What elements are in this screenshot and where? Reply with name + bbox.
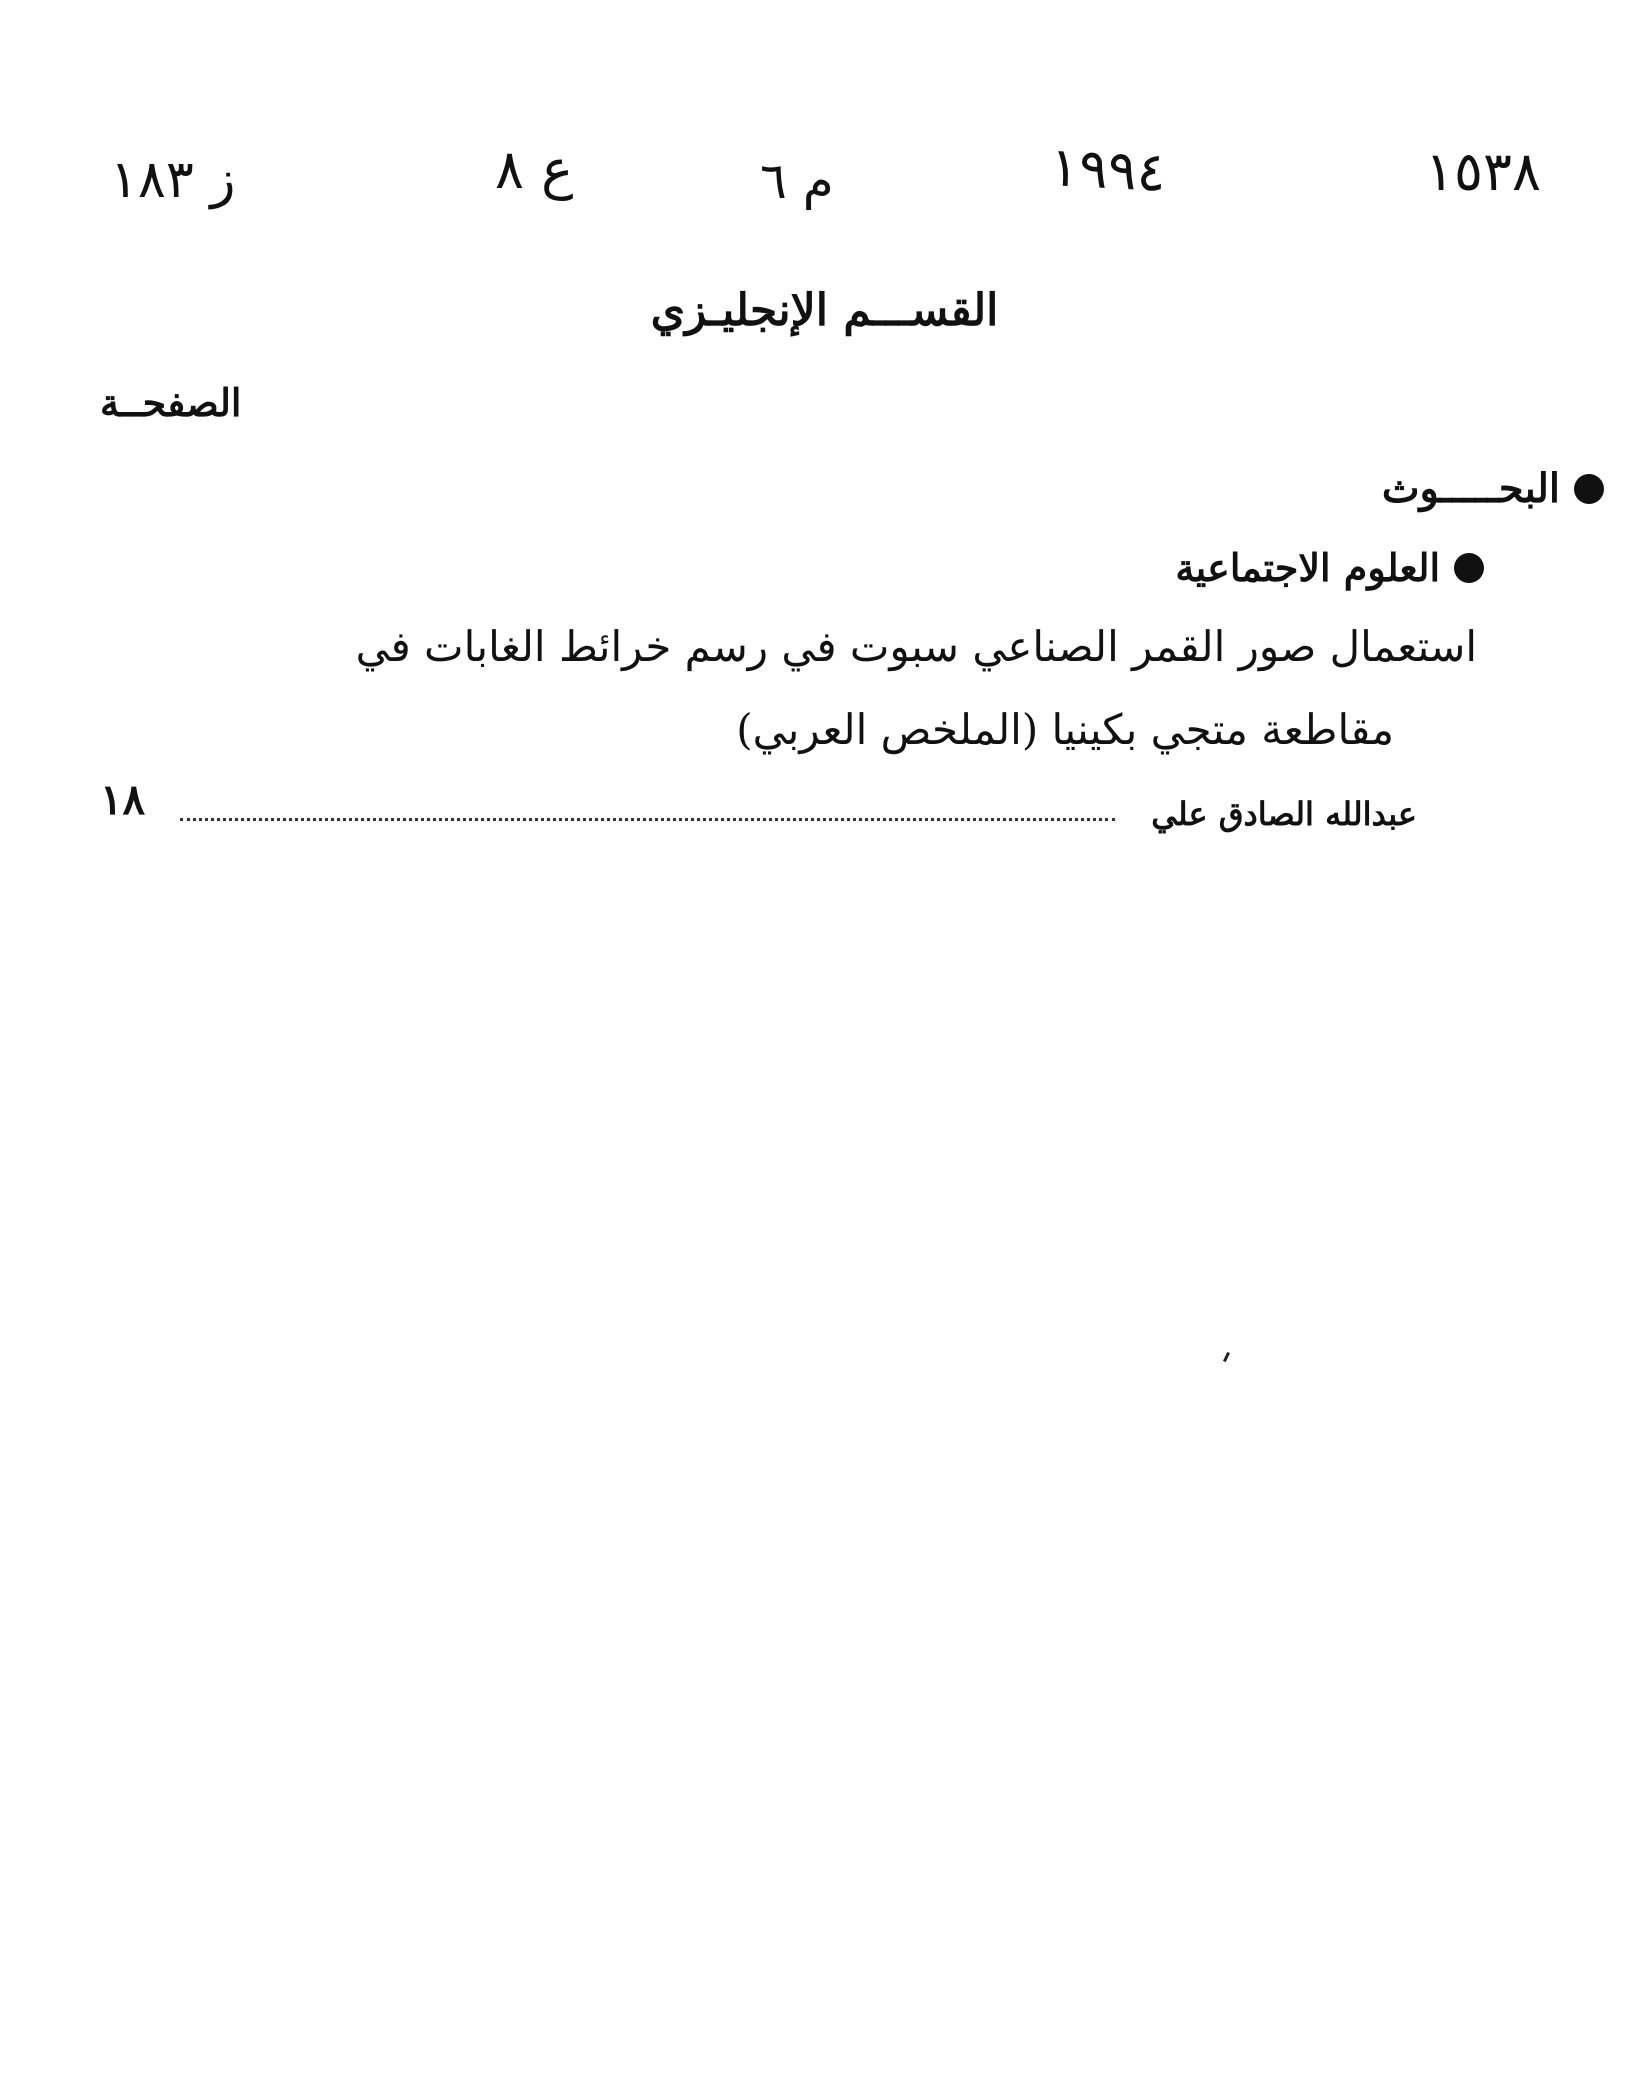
handwritten-mark: ١٥٣٨: [1425, 140, 1542, 203]
subsection-heading: [1175, 545, 1484, 590]
dot-leader: [180, 818, 1115, 821]
page-column-label: الصفحــة: [100, 380, 242, 425]
handwritten-mark: م ٦: [760, 152, 834, 210]
department-title: القســـم الإنجليـزي: [650, 285, 999, 336]
bullet-icon: [1574, 474, 1604, 504]
entry-page-number: ١٨: [100, 775, 146, 824]
entry-author: عبدالله الصادق علي: [1151, 795, 1417, 833]
entry-title-line: مقاطعة متجي بكينيا (الملخص العربي): [736, 705, 1394, 754]
bullet-icon: [1454, 553, 1484, 583]
subsection-heading-text: العلوم الاجتماعية: [1175, 545, 1440, 590]
entry-title-line: استعمال صور القمر الصناعي سبوت في رسم خرائط الغابات في: [355, 622, 1477, 671]
section-heading: [1382, 465, 1604, 512]
handwritten-year: ١٩٩٤: [1048, 135, 1168, 204]
handwritten-mark: ز ١٨٣: [110, 150, 236, 210]
section-heading-text: البحـــــوث: [1381, 465, 1560, 512]
scan-speck: [1223, 1352, 1230, 1362]
handwritten-mark: ع ٨: [495, 138, 574, 201]
